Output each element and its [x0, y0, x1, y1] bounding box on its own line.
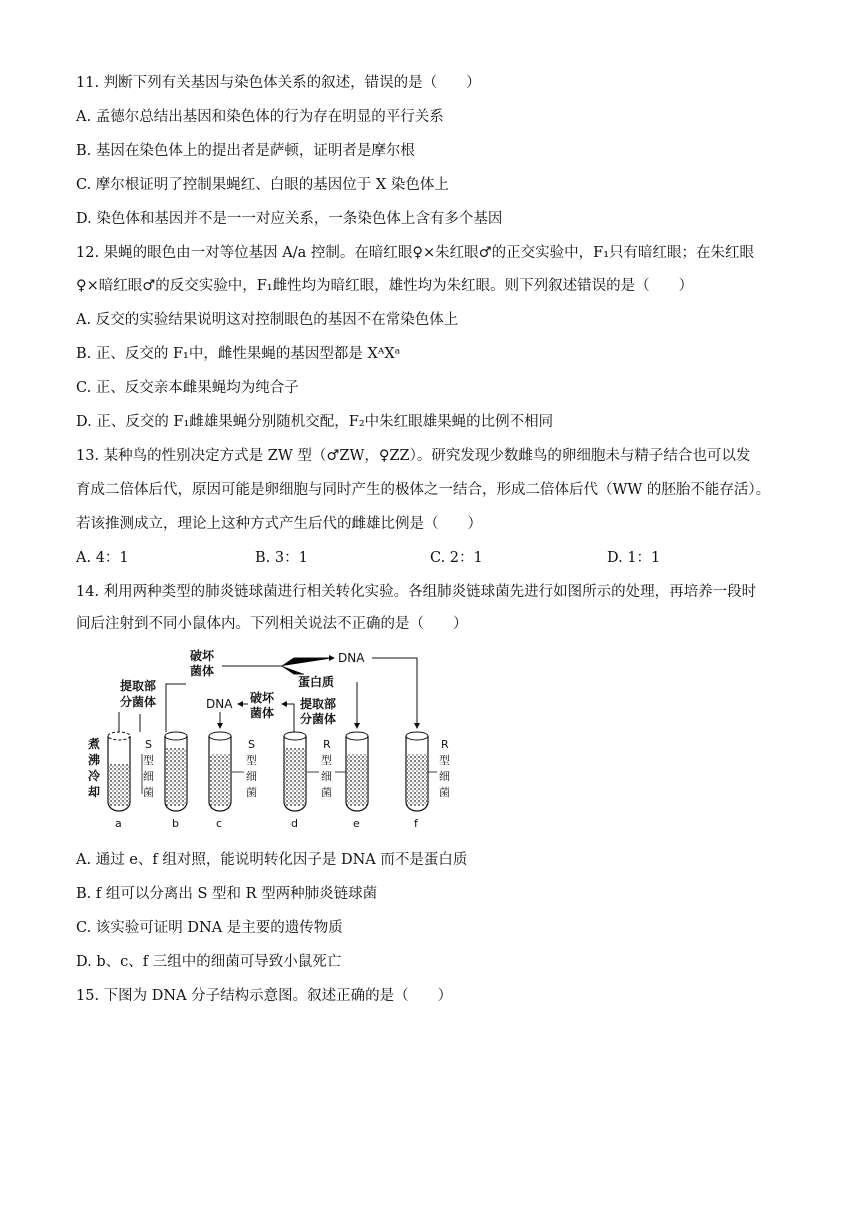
q14-option-a: A. 通过 e、f 组对照，能说明转化因子是 DNA 而不是蛋白质 [76, 852, 468, 868]
q13-option-a: A. 4：1 [76, 550, 129, 566]
boil-label-4: 却 [88, 785, 101, 799]
q12-option-a: A. 反交的实验结果说明这对控制眼色的基因不在常染色体上 [76, 312, 459, 328]
q14-stem-line2: 间后注射到不同小鼠体内。下列相关说法不正确的是（ ） [76, 616, 468, 632]
break-label-top-1: 破坏 [190, 649, 215, 663]
tube-c [209, 732, 231, 811]
tube-a [108, 732, 130, 811]
r-label-2-b: 型 [439, 754, 450, 767]
q15-stem: 15. 下图为 DNA 分子结构示意图。叙述正确的是（ ） [76, 988, 453, 1004]
s-label-2-b: 型 [246, 754, 257, 767]
q13-option-d: D. 1：1 [607, 550, 661, 566]
protein-label: 蛋白质 [298, 675, 335, 689]
q12-option-c: C. 正、反交亲本雌果蝇均为纯合子 [76, 380, 299, 396]
q11-option-c: C. 摩尔根证明了控制果蝇红、白眼的基因位于 X 染色体上 [76, 177, 449, 193]
tube-label-e: e [353, 817, 360, 830]
extract-label-left-2: 分菌体 [120, 695, 157, 709]
s-label-2-c: 细 [246, 770, 257, 783]
s-label-1-c: 细 [143, 770, 154, 783]
s-label-2-a: S [248, 738, 255, 751]
tube-label-f: f [414, 817, 418, 830]
q13-option-b: B. 3：1 [255, 550, 308, 566]
tube-label-b: b [172, 817, 179, 830]
s-label-1-d: 菌 [143, 786, 154, 799]
break-label-top-2: 菌体 [190, 664, 215, 678]
s-label-2-d: 菌 [246, 786, 257, 799]
tube-b [165, 732, 187, 811]
q11-option-d: D. 染色体和基因并不是一一对应关系，一条染色体上含有多个基因 [76, 211, 503, 227]
extract-label-mid-2: 分菌体 [300, 712, 337, 726]
q14-option-b: B. f 组可以分离出 S 型和 R 型两种肺炎链球菌 [76, 886, 378, 902]
boil-label-3: 冷 [88, 769, 101, 783]
dna-label-mid: DNA [206, 697, 233, 711]
r-label-1-c: 细 [321, 770, 332, 783]
q11-option-a: A. 孟德尔总结出基因和染色体的行为存在明显的平行关系 [76, 109, 444, 125]
r-label-1-a: R [323, 738, 331, 751]
q13-option-c: C. 2：1 [430, 550, 483, 566]
s-label-1-b: 型 [143, 754, 154, 767]
q12-stem-line2: ♀×暗红眼♂的反交实验中，F₁雌性均为暗红眼，雄性均为朱红眼。则下列叙述错误的是（ ） [76, 278, 694, 294]
transformation-experiment-figure [82, 644, 462, 834]
q11-stem: 11. 判断下列有关基因与染色体关系的叙述，错误的是（ ） [76, 75, 481, 91]
r-label-1-b: 型 [321, 754, 332, 767]
tube-label-c: c [216, 817, 223, 830]
q12-stem-line1: 12. 果蝇的眼色由一对等位基因 A/a 控制。在暗红眼♀×朱红眼♂的正交实验中，F₁只有暗红眼；在朱红眼 [76, 245, 755, 261]
q12-option-b: B. 正、反交的 F₁中，雌性果蝇的基因型都是 XᴬXᵃ [76, 346, 401, 362]
q14-option-d: D. b、c、f 三组中的细菌可导致小鼠死亡 [76, 954, 342, 970]
s-label-1-a: S [145, 738, 152, 751]
q13-stem-line3: 若该推测成立，理论上这种方式产生后代的雌雄比例是（ ） [76, 516, 482, 532]
tube-label-a: a [115, 817, 122, 830]
tube-label-d: d [291, 817, 298, 830]
r-label-2-c: 细 [439, 770, 450, 783]
boil-label-2: 沸 [88, 753, 101, 767]
r-label-2-d: 菌 [439, 786, 450, 799]
r-label-1-d: 菌 [321, 786, 332, 799]
break-label-mid-2: 菌体 [250, 706, 275, 720]
r-label-2-a: R [441, 738, 449, 751]
q13-stem-line1: 13. 某种鸟的性别决定方式是 ZW 型（♂ZW，♀ZZ）。研究发现少数雌鸟的卵细胞未与精子结合也可以发 [76, 448, 751, 464]
q14-stem-line1: 14. 利用两种类型的肺炎链球菌进行相关转化实验。各组肺炎链球菌先进行如图所示的处理，再培养一段时 [76, 584, 757, 600]
q13-stem-line2: 育成二倍体后代，原因可能是卵细胞与同时产生的极体之一结合，形成二倍体后代（WW 的胚胎不能存活）。 [76, 482, 771, 498]
tube-e [346, 732, 368, 811]
q11-option-b: B. 基因在染色体上的提出者是萨顿，证明者是摩尔根 [76, 143, 415, 159]
q12-option-d: D. 正、反交的 F₁雌雄果蝇分别随机交配，F₂中朱红眼雄果蝇的比例不相同 [76, 414, 554, 430]
extract-label-left-1: 提取部 [120, 679, 157, 693]
break-label-mid-1: 破坏 [250, 691, 275, 705]
dna-label-top: DNA [338, 651, 365, 665]
q14-option-c: C. 该实验可证明 DNA 是主要的遗传物质 [76, 920, 343, 936]
tube-d [284, 732, 306, 811]
boil-label-1: 煮 [88, 737, 101, 751]
extract-label-mid-1: 提取部 [300, 697, 337, 711]
tube-f [406, 732, 428, 811]
